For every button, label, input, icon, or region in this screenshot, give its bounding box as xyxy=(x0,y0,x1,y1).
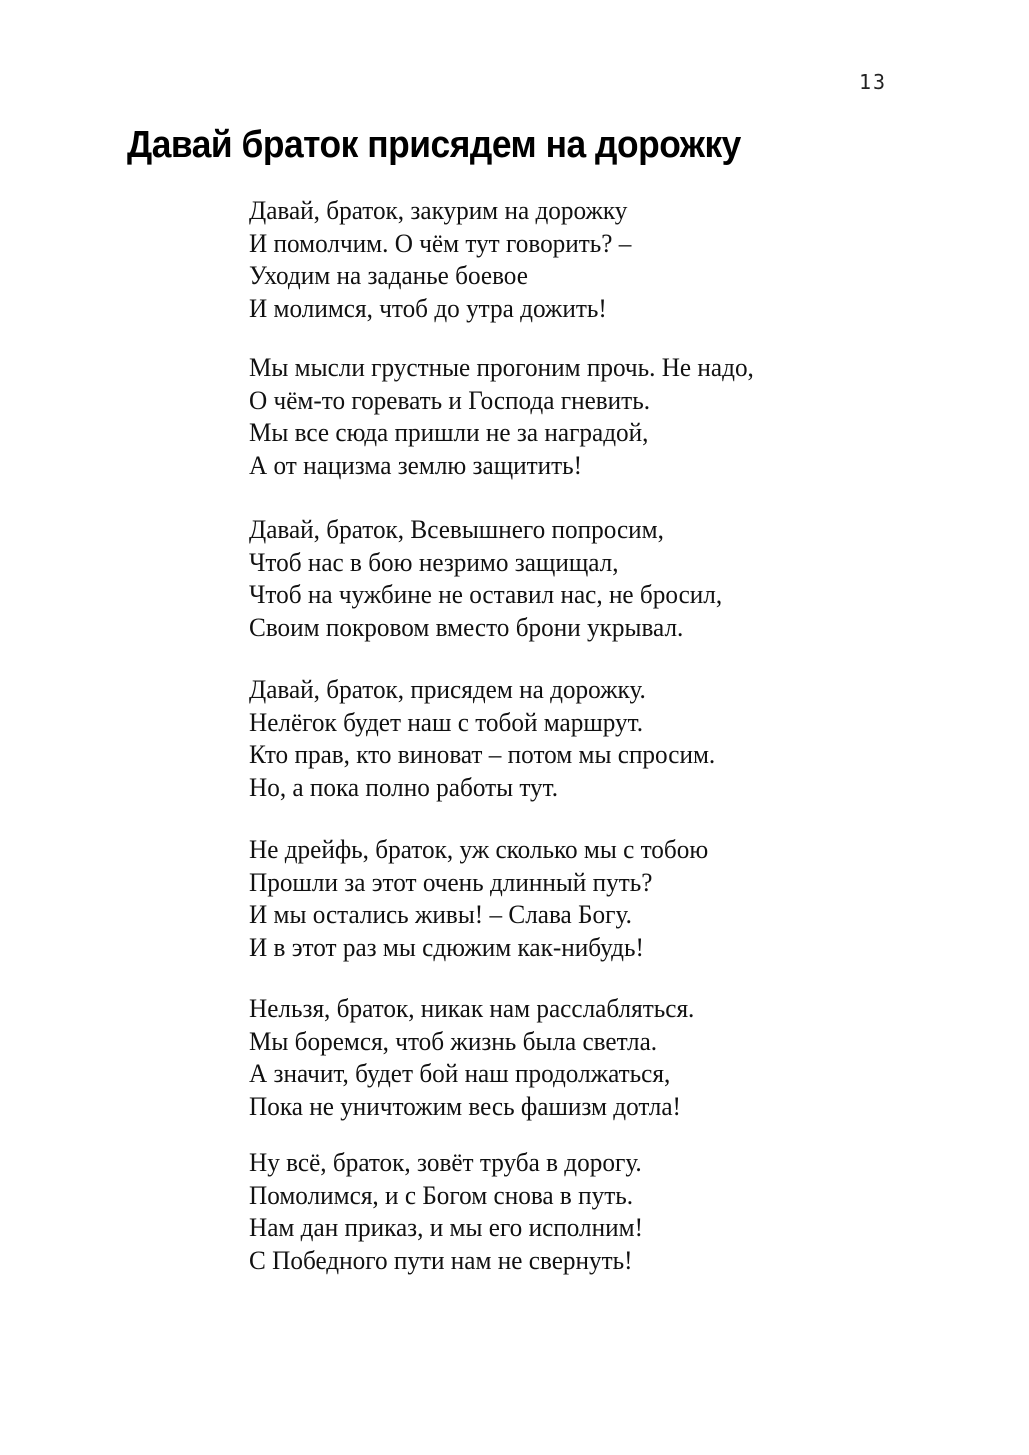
poem-line: Не дрейфь, браток, уж сколько мы с тобою xyxy=(249,835,709,864)
page-number: 13 xyxy=(859,70,888,94)
poem-line: Мы мысли грустные прогоним прочь. Не надо, xyxy=(249,353,754,382)
poem-line: Пока не уничтожим весь фашизм дотла! xyxy=(249,1091,681,1121)
poem-line: Мы все сюда пришли не за наградой, xyxy=(249,418,649,447)
poem-line: Уходим на заданье боевое xyxy=(249,261,528,290)
poem-line: Нелёгок будет наш с тобой маршрут. xyxy=(249,707,644,737)
poem-title: Давай браток присядем на дорожку xyxy=(127,124,741,166)
poem-line: Давай, браток, Всевышнего попросим, xyxy=(249,515,664,544)
stanza-7 xyxy=(249,1147,655,1277)
poem-line: Давай, браток, присядем на дорожку. xyxy=(249,675,646,704)
poem-line: Нам дан приказ, и мы его исполним! xyxy=(249,1213,643,1242)
poem-line: Ну всё, браток, зовёт труба в дорогу. xyxy=(249,1148,642,1177)
poem-line: Кто прав, кто виноват – потом мы спросим. xyxy=(249,740,716,769)
poem-line: Своим покровом вместо брони укрывал. xyxy=(249,612,684,642)
stanza-5 xyxy=(249,834,722,964)
poem-line: И мы остались живы! – Слава Богу. xyxy=(249,900,632,929)
poem-line: А значит, будет бой наш продолжаться, xyxy=(249,1059,671,1088)
poem-line: Чтоб на чужбине не оставил нас, не бросил, xyxy=(249,580,723,609)
poem-line: Помолимся, и с Богом снова в путь. xyxy=(249,1180,634,1210)
poem-line: Мы боремся, чтоб жизнь была светла. xyxy=(249,1026,658,1056)
poem-line: Прошли за этот очень длинный путь? xyxy=(249,867,653,897)
poem-line: О чём-то горевать и Господа гневить. xyxy=(249,385,651,415)
poem-line: Чтоб нас в бою незримо защищал, xyxy=(249,547,619,577)
poem-line: И молимся, чтоб до утра дожить! xyxy=(249,293,607,323)
stanza-3 xyxy=(249,514,737,644)
poem-line: А от нацизма землю защитить! xyxy=(249,450,583,480)
stanza-1 xyxy=(249,195,643,325)
stanza-4 xyxy=(249,674,730,804)
poem-line: И в этот раз мы сдюжим как-нибудь! xyxy=(249,932,644,962)
stanza-2 xyxy=(249,352,769,482)
poem-line: И помолчим. О чём тут говорить? – xyxy=(249,228,632,258)
stanza-6 xyxy=(249,993,708,1123)
poem-line: Нельзя, браток, никак нам расслабляться. xyxy=(249,994,695,1023)
poem-line: Давай, браток, закурим на дорожку xyxy=(249,196,628,225)
poem-line: Но, а пока полно работы тут. xyxy=(249,772,559,802)
poem-line: С Победного пути нам не свернуть! xyxy=(249,1245,633,1275)
